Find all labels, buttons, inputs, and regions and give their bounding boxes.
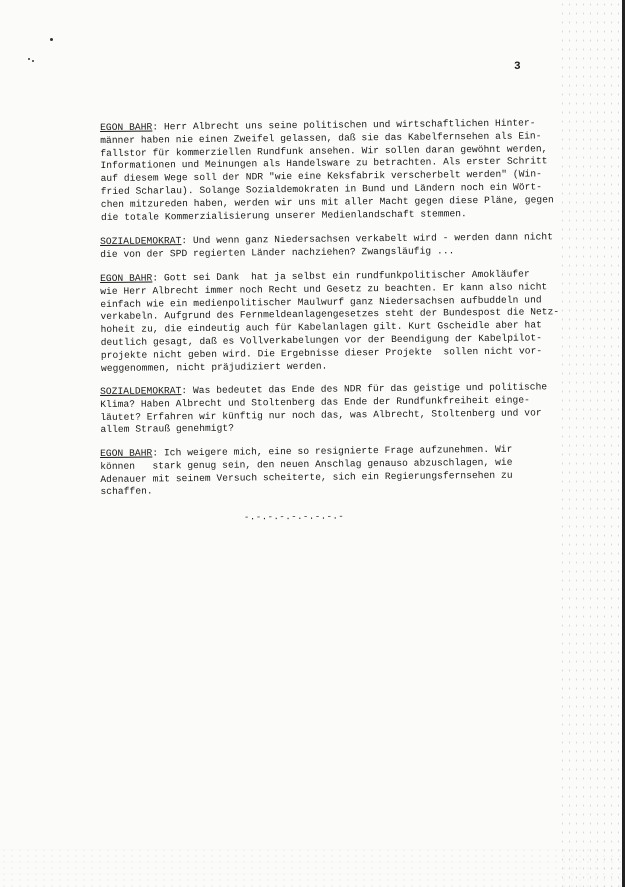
scan-bottom-noise — [0, 847, 625, 887]
speaker-label: SOZIALDEMOKRAT — [100, 385, 182, 398]
text-line: projekte nicht geben wird. Die Ergebnisse dieser Projekte sollen nicht vor- — [100, 345, 543, 361]
speaker-label: EGON BAHR — [100, 272, 153, 284]
page-number: 3 — [514, 61, 521, 73]
text-line: Klima? Haben Albrecht und Stoltenberg das Ende der Rundfunkfreiheit einge- — [100, 394, 530, 411]
text-line: : Herr Albrecht uns seine politischen und wirtschaftlichen Hinter- — [152, 117, 536, 133]
speaker-label: SOZIALDEMOKRAT — [100, 235, 182, 248]
speaker-label: EGON BAHR — [100, 121, 153, 133]
scan-speck — [32, 60, 34, 62]
text-line: schaffen. — [100, 485, 153, 497]
text-line: verkabeln. Aufgrund des Fernmeldeanlagengesetzes steht der Bundespost die Netz- — [100, 306, 560, 323]
text-line: läutet? Erfahren wir künftig nur noch das, was Albrecht, Stoltenberg und vor — [100, 407, 542, 423]
scan-speck — [50, 38, 53, 41]
text-line: fried Scharlau). Solange Sozialdemokraten in Bund und Ländern noch ein Wört- — [100, 181, 543, 197]
text-line: chen mitzureden haben, werden wir uns mit aller Macht gegen diese Pläne, gegen — [100, 194, 554, 210]
end-ornament: -.-.-.-.-.-.-.-.- — [243, 511, 345, 523]
text-line: : Und wenn ganz Niedersachsen verkabelt wird - werden dann nicht — [181, 231, 554, 247]
speaker-label: EGON BAHR — [100, 446, 153, 459]
text-line: können stark genug sein, den neuen Anschlag genauso abzuschlagen, wie — [100, 456, 513, 472]
text-line: auf diesem Wege soll der NDR "wie eine Keksfabrik verscherbelt werden" (Win- — [100, 168, 542, 185]
text-line: deutlich gesagt, daß es Vollverkabelungen vor der Beendigung der Kabelpilot- — [100, 332, 543, 348]
paragraph — [100, 443, 571, 499]
paragraph — [100, 117, 571, 224]
text-line: Adenauer mit seinem Versuch scheiterte, sich ein Regierungsfernsehen zu — [100, 468, 513, 485]
text-line: : Ich weigere mich, eine so resignierte Frage aufzunehmen. Wir — [152, 443, 513, 458]
text-line: : Was bedeutet das Ende des NDR für das geistige und politische — [181, 381, 548, 397]
text-line: hoheit zu, die eindeutig auch für Kabelanlagen gilt. Kurt Gscheidle aber hat — [100, 319, 542, 336]
paragraph — [100, 231, 570, 262]
text-line: : Gott sei Dank hat ja selbst ein rundfunkpolitischer Amokläufer — [152, 268, 530, 284]
interview-text — [100, 117, 570, 509]
text-line: einfach wie ein medienpolitischer Maulwurf ganz Niedersachsen aufbuddeln und — [100, 293, 542, 310]
paragraph — [100, 381, 571, 437]
text-line: fallstor für kommerziellen Rundfunk ansehen. Wir sollen daran gewöhnt werden, — [100, 142, 548, 159]
paragraph — [100, 268, 571, 375]
text-line: Informationen und Meinungen als Handelsware zu betrachten. Als erster Schritt — [100, 155, 548, 172]
text-line: männer haben nie einen Zweifel gelassen, daß sie das Kabelfernsehen als Ein- — [100, 130, 542, 146]
text-line: allem Strauß genehmigt? — [100, 423, 235, 436]
scan-speck — [28, 58, 30, 60]
text-line: wie Herr Albrecht immer noch Recht und Gesetz zu beachten. Er kann also nicht — [100, 281, 548, 297]
text-line: die von der SPD regierten Länder nachziehen? Zwangsläufig ... — [100, 245, 455, 261]
text-line: die totale Kommerzialisierung unserer Medienlandschaft stemmen. — [100, 207, 467, 223]
text-line: weggenommen, nicht präjudiziert werden. — [100, 360, 328, 374]
